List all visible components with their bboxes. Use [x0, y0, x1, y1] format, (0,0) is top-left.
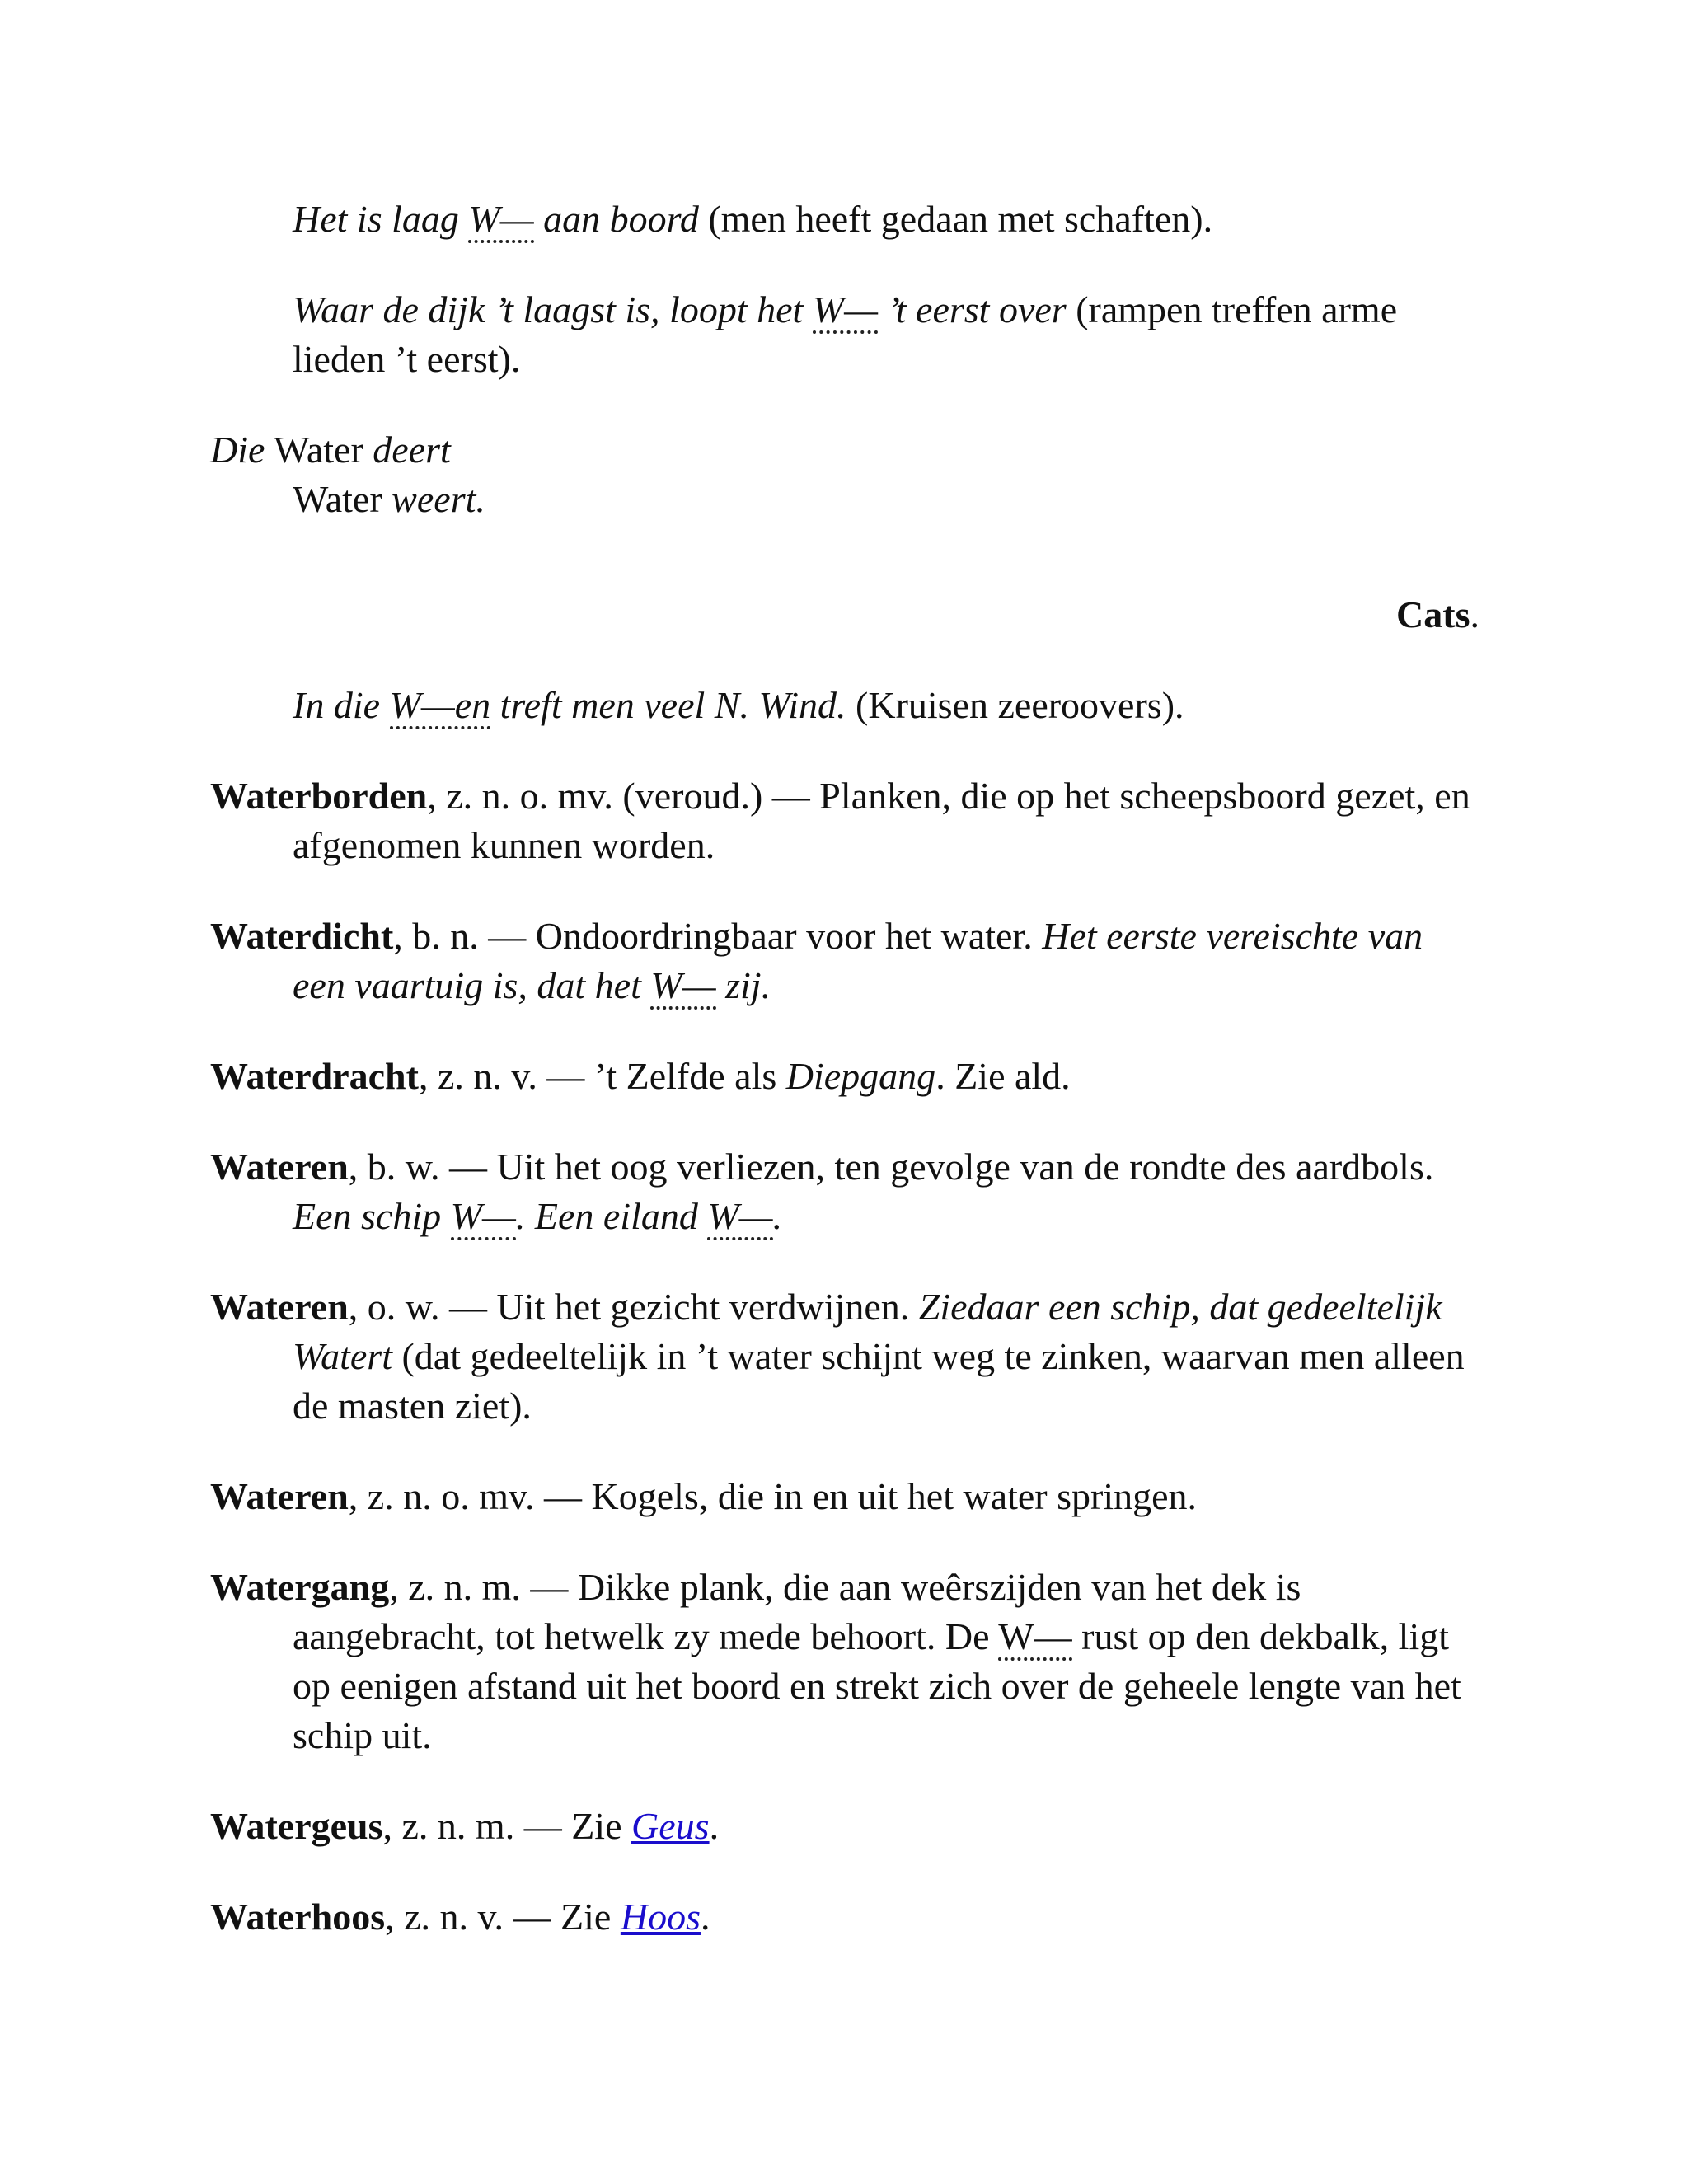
example-italic: treft men veel N. Wind. [490, 684, 846, 726]
example-italic: zij. [715, 964, 771, 1006]
headword: Watergeus [210, 1805, 383, 1847]
abbreviation: W— [813, 288, 878, 334]
definition-text: , b. w. — Uit het oog verliezen, ten gevolge van de rondte des aardbols. [348, 1146, 1434, 1188]
definition-text: . Zie ald. [935, 1055, 1071, 1097]
entry-waterdracht [210, 1052, 1479, 1101]
abbreviation: W— [451, 1195, 516, 1240]
definition-text: (dat gedeeltelijk in ’t water schijnt weg te zinken, waarvan men alleen de masten ziet). [293, 1335, 1465, 1427]
example-italic: In die [293, 684, 390, 726]
entry-wateren-ow [210, 1282, 1479, 1431]
headword: Watergang [210, 1566, 390, 1608]
cross-reference-link[interactable]: Geus [631, 1805, 710, 1847]
example-italic: Waar de dijk ’t laagst is, loopt het [293, 288, 813, 330]
entry-watergang [210, 1563, 1479, 1760]
entry-waterdicht [210, 912, 1479, 1010]
entry-wateren-zn [210, 1472, 1479, 1521]
example-italic: Het eerste vereischte van een vaartuig is, dat het [293, 915, 1423, 1006]
example-italic: Diepgang [785, 1055, 936, 1097]
definition-text: , z. n. o. mv. — Kogels, die in en uit het water springen. [348, 1475, 1198, 1517]
definition-text: , z. n. m. — Dikke plank, die aan weêrszijden van het dek is aangebracht, tot hetwelk zy mede behoort. De [293, 1566, 1301, 1657]
definition-text: , z. n. m. — Zie [382, 1805, 632, 1847]
definition-text: . [700, 1896, 710, 1938]
abbreviation: W— [707, 1195, 772, 1240]
headword: Wateren [210, 1286, 349, 1328]
poem-line-2 [210, 475, 1479, 524]
definition-text: , z. n. o. mv. (veroud.) — Planken, die op het scheepsboord gezet, en afgenomen kunnen worden. [293, 775, 1470, 866]
example-italic: Ziedaar een schip, dat gedeeltelijk Watert [293, 1286, 1442, 1377]
entry-wateren-bw [210, 1142, 1479, 1241]
explanation-text: (rampen treffen arme lieden ’t eerst). [293, 288, 1398, 380]
explanation-text: (men heeft gedaan met schaften). [698, 198, 1213, 240]
poem-italic: Die [210, 429, 265, 471]
poem-line-1 [210, 425, 1479, 475]
abbreviation: W— [998, 1615, 1071, 1661]
example-sentence [210, 194, 1479, 244]
headword: Waterborden [210, 775, 428, 817]
explanation-text: (Kruisen zeeroovers). [846, 684, 1184, 726]
example-italic: . Een eiland [515, 1195, 708, 1237]
example-italic: aan boord [533, 198, 699, 240]
definition-text: , b. n. — Ondoordringbaar voor het water. [393, 915, 1043, 957]
entry-waterborden [210, 771, 1479, 870]
headword: Wateren [210, 1146, 349, 1188]
example-italic: . [772, 1195, 783, 1237]
poem-italic: weert. [392, 478, 485, 520]
headword: Waterhoos [210, 1896, 386, 1938]
example-sentence [210, 285, 1479, 384]
cross-reference-link[interactable]: Hoos [620, 1896, 701, 1938]
example-italic: Een schip [293, 1195, 451, 1237]
example-italic: ’t eerst over [878, 288, 1067, 330]
poem-text: Water [293, 478, 392, 520]
poem-italic: deert [373, 429, 451, 471]
entry-waterhoos [210, 1892, 1479, 1942]
entry-watergeus [210, 1802, 1479, 1851]
example-italic: Het is laag [293, 198, 469, 240]
attribution [210, 590, 1479, 640]
dictionary-page [210, 194, 1479, 1983]
abbreviation: W—en [390, 684, 491, 729]
abbreviation: W— [468, 198, 533, 243]
attribution-name: Cats [1396, 593, 1470, 635]
headword: Waterdicht [210, 915, 394, 957]
definition-text: , z. n. v. — ’t Zelfde als [418, 1055, 786, 1097]
definition-text: . [709, 1805, 720, 1847]
headword: Wateren [210, 1475, 349, 1517]
poem-quote [210, 425, 1479, 524]
example-sentence [210, 681, 1479, 730]
poem-text: Water [265, 429, 373, 471]
definition-text: , z. n. v. — Zie [385, 1896, 621, 1938]
definition-text: rust op den dekbalk, ligt op eenigen afstand uit het boord en strekt zich over de geheele lengte van het schip uit. [293, 1615, 1461, 1756]
attribution-period: . [1470, 593, 1479, 635]
headword: Waterdracht [210, 1055, 419, 1097]
definition-text: , o. w. — Uit het gezicht verdwijnen. [348, 1286, 919, 1328]
abbreviation: W— [650, 964, 715, 1010]
